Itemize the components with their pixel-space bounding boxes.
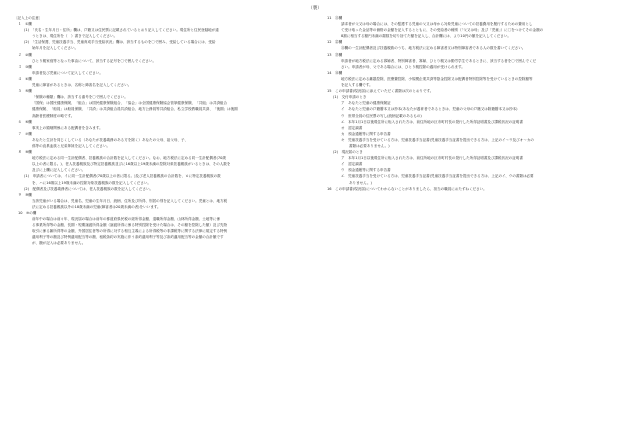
text-line: ア 本年1月1日以後現住所に転入された方は、前住所地の区市町村長の発行した所得証明書及び課税状況の証明書 bbox=[341, 156, 523, 161]
text-line: エ 児童扶養手当を受けている方は、児童扶養手当証書(児童扶養手当証書を提出できる方は、上記のイ、ウの書類は必要 bbox=[341, 174, 534, 179]
text-line: ５ ⑤欄 bbox=[18, 89, 32, 94]
text-line: イ あなたと児童の戸籍謄本又は抄本(あなたが養育者であるときは、児童の父母の戸籍又は除籍謄本又は抄本) bbox=[341, 107, 518, 112]
text-line: ９ ⑨欄 bbox=[18, 192, 32, 197]
text-line: 16 この申請書(現況届)についてわからないことがありましたら、担当の職員におたずねください。 bbox=[327, 186, 487, 191]
text-line: 10 ⑩の欄 bbox=[18, 211, 37, 215]
text-line: 地方税法に定める同一生計配偶者、扶養親族の合計数を記入してください。なお、地方税法に定める同一生計配偶者(70歳 bbox=[32, 156, 226, 161]
text-line: る事業所得等の金額、長期・短期譲渡所得金額（譲渡所得に係る特別控除を受けた場合は、その額を控除した額）及び先物 bbox=[32, 223, 228, 228]
text-line: 申請者及び児童について記入してください。 bbox=[32, 70, 103, 75]
text-line: カ 預金通帳等に関する申告書 bbox=[341, 131, 391, 136]
text-line: 12 ⑫欄 bbox=[327, 40, 343, 45]
text-line: 法に定める扶養親族以外の18歳未満の児童(障害者は20歳未満の者)をいいます。 bbox=[32, 204, 161, 209]
text-line: 事実上の婚姻関係にある配偶者を含みます。 bbox=[32, 125, 103, 130]
document-title: （裏） bbox=[308, 6, 322, 11]
text-line: オ 認定調書 bbox=[341, 125, 363, 130]
text-line: 当該児童がいる場合は、児童名、児童の生年月日、続柄、住所及び所得、別居の別を記入してください。児童とは、地方税 bbox=[32, 198, 228, 203]
text-line: て受け取った金品等の価格の金額を記入するとともに、その受給者の種別（「父又は母」及び「児童」）に〇をつけてその金額の bbox=[341, 28, 544, 33]
text-line: 健康保険、「船員」は船員保険、「共済」は共済組合員共済組合、地方公務員等共済組合、私立学校教職員共済、「後期」は後期 bbox=[32, 107, 238, 112]
text-line: さい。申請者が母、父である場合には、ひとり親控除の適用が受けられます。 bbox=[341, 64, 465, 69]
text-line: 「保険の種類」欄は、該当する番号を〇で囲んでください。 bbox=[32, 95, 128, 100]
right-column bbox=[323, 15, 619, 192]
text-line: １ ①欄 bbox=[18, 22, 32, 27]
text-line: 高齢者医療制度の略です。 bbox=[32, 113, 75, 118]
text-line: あなたと生計を同じくしている（あなたが扶養義務のある方を除く）あなたの父母、祖父母、子、 bbox=[32, 137, 189, 142]
text-line: ありません。) bbox=[349, 180, 372, 185]
text-line: ウ 世帯全員の住民票の写し(続柄記載のあるもの) bbox=[341, 113, 422, 118]
text-line: (2) 「生活保護、児童扶養手当、児童育成手当受給状況」欄は、該当するものを〇で囲み、受給している場合には、受給 bbox=[24, 40, 216, 45]
text-line: ８ ⑧欄 bbox=[18, 150, 32, 155]
text-line: うときは、現住所を（ ）書きで記入してください。 bbox=[32, 34, 118, 39]
text-line: イ 認定調書 bbox=[341, 162, 363, 167]
text-line: ３ ③欄 bbox=[18, 64, 32, 69]
text-line: (1) 交付申請のとき bbox=[333, 95, 367, 100]
text-line: 11 ⑪欄 bbox=[327, 16, 343, 20]
text-line: ウ 預金通帳等に関する申告書 bbox=[341, 168, 391, 173]
text-line: 前年中の場合は前々年、現況届の場合は前年の都道府県民税の総所得金額、退職所得金額、山林所得金額、土地等に係 bbox=[32, 217, 220, 222]
text-line: 孫等の直系血族と兄弟姉妹を記入してください。 bbox=[32, 143, 111, 148]
text-line: (1) 「氏名・生年月日・住所」欄は、戸籍又は住民票に記載されているとおり記入してください。現住所と住民登録地が違 bbox=[24, 28, 219, 33]
text-line: (1) 申請者については、イに同一生計配偶者(70歳以上の者に限る。)及び老人扶養親族の合計数を、ロに特定扶養親族の数 bbox=[24, 174, 221, 179]
text-line: (2) 現況届のとき bbox=[333, 150, 363, 155]
text-line: 15 この申請書(現況届)に添えていただく書類は次のとおりです。 bbox=[327, 89, 434, 94]
text-line: エ 本年1月1日以後現住所に転入された方は、前住所地の区市町村長の発行した所得証明書及び課税状況の証明書 bbox=[341, 119, 523, 124]
text-line: を、ハに16歳以上19歳未満の控除対象扶養親族の数を記入してください。 bbox=[32, 180, 151, 185]
text-line: ７ ⑦欄 bbox=[18, 131, 32, 136]
text-line: 書類は必要ありません。) bbox=[349, 143, 390, 148]
text-line: 申請者が地方税法に定める寡婦者、特別障害者、寡婦、ひとり親又は勤労学生であるときに、該当する者を〇で囲んでくだ bbox=[341, 58, 537, 63]
text-line: 14 ⑭欄 bbox=[327, 70, 343, 75]
text-line: 適用利子等の額及び特例適用配当等の額、租税条約の実施に伴う条約適用利子等及び条約適用配当等の金額の合計額です bbox=[32, 235, 224, 240]
left-column bbox=[14, 15, 310, 247]
text-line: 8割に相当する額円未満の端数を切り捨てた額を記入し、合計欄には、より10円の額を記入してください。 bbox=[341, 34, 511, 39]
text-line: 以上の者に限る。)、老人扶養親族及び特定扶養親族並びに16歳以上19歳未満の控除対象扶養親族がいるときは、その人数を bbox=[32, 162, 231, 167]
text-line: 及びに上欄に記入してください。 bbox=[32, 168, 86, 173]
text-line: ６ ⑥欄 bbox=[18, 119, 32, 124]
text-line: 「国保」は国民健康保険、「組合」は国民健康保険組合、「協会」は全国健康保険協会管掌健康保険、「共組」は共済組合 bbox=[32, 101, 228, 106]
text-line: 児童に障害があるときは、名称と障害名を記入してください。 bbox=[32, 83, 132, 88]
text-line: 請求者が父又は母の場合には、その監護する児童の父又は母から対象児童についての扶養費用を履行するための費用とし bbox=[341, 22, 533, 27]
text-line: ⑪欄の一生計配偶者及び扶養親族のうち、地方税法に定める障害者又は特別障害者である人の数を書いてください。 bbox=[341, 46, 526, 51]
text-line: が、額が記入は必要ありません。 bbox=[32, 241, 86, 246]
text-line: 13 ⑬欄 bbox=[327, 52, 343, 57]
text-line: ア あなたと児童の健康保険証 bbox=[341, 101, 391, 106]
text-line: 取引に係る雑所得等の金額、外国居住者等の所得に対する相互主義による所得税等の非課税等に関する法律に規定する特例 bbox=[32, 229, 228, 234]
text-line: 〔記入上の注意〕 bbox=[14, 16, 43, 20]
text-line: ひとり親家庭等となった事由について、該当する記号を〇で囲んでください。 bbox=[32, 58, 157, 63]
text-line: 始年月を記入してください。 bbox=[32, 46, 79, 51]
text-line: ４ ④欄 bbox=[18, 76, 32, 81]
text-line: ２ ②欄 bbox=[18, 52, 32, 57]
text-line: を記入する欄です。 bbox=[341, 83, 373, 88]
text-line: (2) 配偶者及び扶養義務者については、老人扶養親族の数を記入してください。 bbox=[24, 186, 154, 191]
text-line: 地方税法に定める雑損控除、医療費控除、小規模企業共済等掛金控除又は配偶者特別控除等を受けているときの控除額等 bbox=[341, 76, 533, 81]
text-line: キ 児童扶養手当を受けている方は、児童扶養手当証書(児童扶養手当証書を提出できる方は、上記のイ～ウ及びオ～カの bbox=[341, 137, 534, 142]
